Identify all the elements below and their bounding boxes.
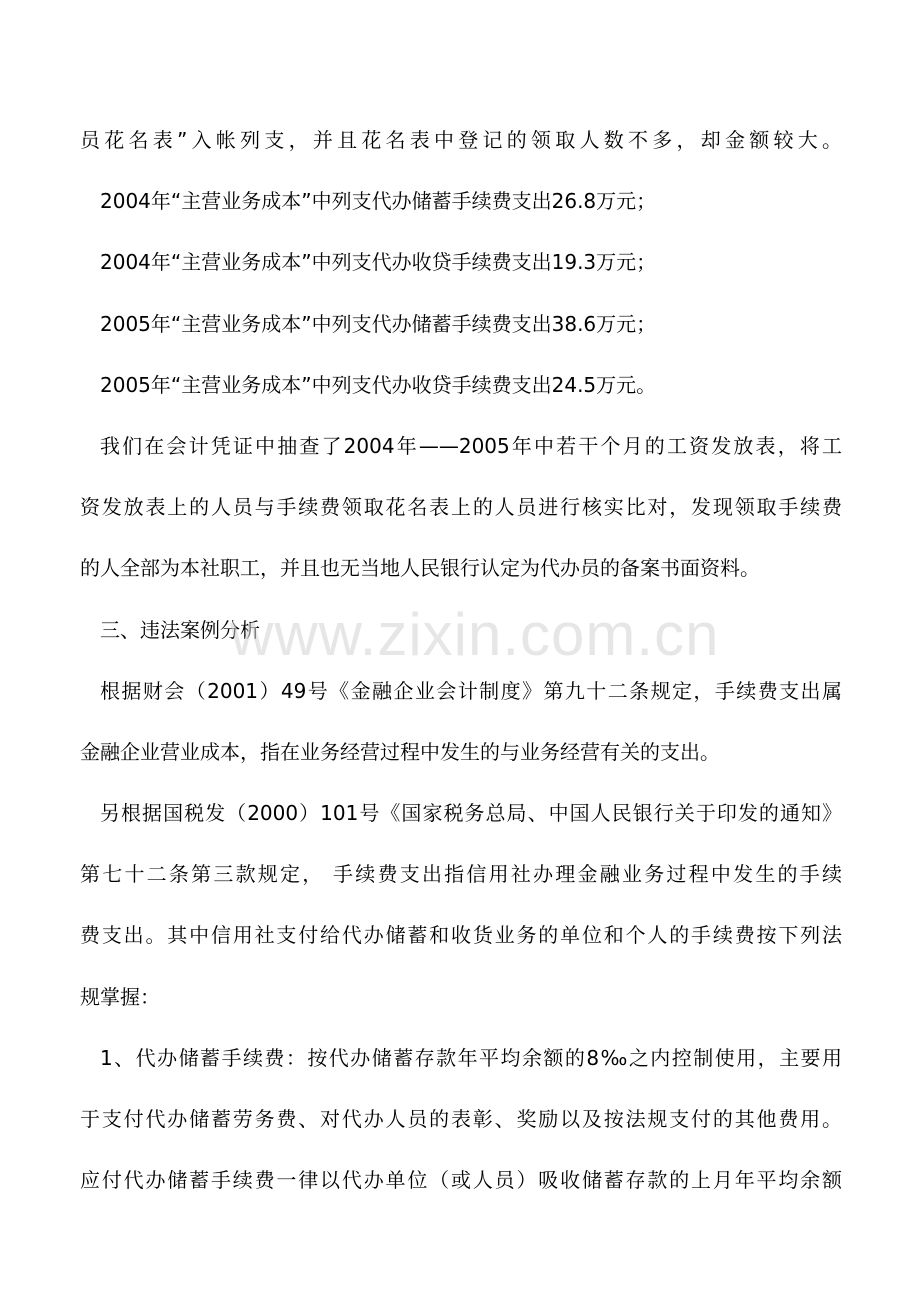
paragraph-line-18: 应付代办储蓄手续费一律以代办单位（或人员）吸收储蓄存款的上月年平均余额 bbox=[80, 1168, 842, 1193]
paragraph-line-11: 金融企业营业成本，指在业务经营过程中发生的与业务经营有关的支出。 bbox=[80, 739, 720, 764]
paragraph-line-2: 2004年“主营业务成本”中列支代办储蓄手续费支出26.8万元； bbox=[100, 189, 657, 214]
paragraph-line-7: 资发放表上的人员与手续费领取花名表上的人员进行核实比对，发现领取手续费 bbox=[80, 495, 842, 520]
paragraph-line-6: 我们在会计凭证中抽查了2004年——2005年中若干个月的工资发放表，将工 bbox=[100, 433, 842, 458]
paragraph-line-1: 员花名表”入帐列支，并且花名表中登记的领取人数不多，却金额较大。 bbox=[80, 128, 842, 152]
paragraph-line-17: 于支付代办储蓄劳务费、对代办人员的表彰、奖励以及按法规支付的其他费用。 bbox=[80, 1107, 842, 1131]
paragraph-line-12: 另根据国税发（2000）101号《国家税务总局、中国人民银行关于印发的通知》 bbox=[100, 801, 842, 826]
paragraph-line-5: 2005年“主营业务成本”中列支代办收贷手续费支出24.5万元。 bbox=[100, 372, 657, 397]
paragraph-line-13: 第七十二条第三款规定， 手续费支出指信用社办理金融业务过程中发生的手续 bbox=[80, 862, 842, 887]
section-heading: 三、违法案例分析 bbox=[100, 617, 260, 642]
watermark: www.zixin.com.cn bbox=[230, 601, 720, 668]
paragraph-line-8: 的人全部为本社职工，并且也无当地人民银行认定为代办员的备案书面资料。 bbox=[80, 556, 760, 581]
paragraph-line-3: 2004年“主营业务成本”中列支代办收贷手续费支出19.3万元； bbox=[100, 250, 657, 275]
paragraph-line-10: 根据财会（2001）49号《金融企业会计制度》第九十二条规定，手续费支出属 bbox=[100, 678, 842, 703]
paragraph-line-16: 1、代办储蓄手续费：按代办储蓄存款年平均余额的8‰之内控制使用，主要用 bbox=[100, 1045, 842, 1070]
paragraph-line-4: 2005年“主营业务成本”中列支代办储蓄手续费支出38.6万元； bbox=[100, 311, 657, 336]
paragraph-line-14: 费支出。其中信用社支付给代办储蓄和收货业务的单位和个人的手续费按下列法 bbox=[80, 923, 842, 948]
document-body bbox=[80, 110, 842, 1211]
paragraph-line-15: 规掌握： bbox=[80, 984, 160, 1009]
